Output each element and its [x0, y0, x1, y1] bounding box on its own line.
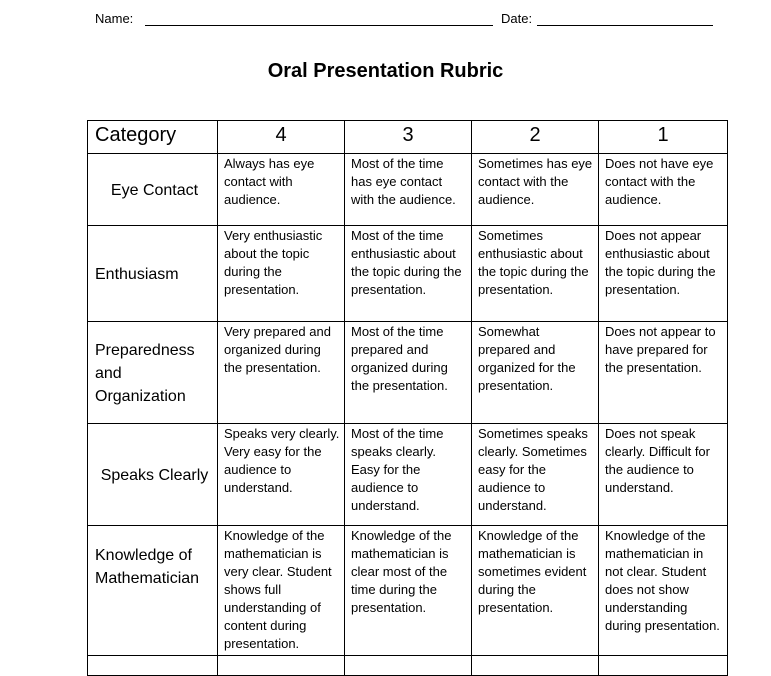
rubric-cell: Knowledge of the mathematician is clear most of the time during the presentation. — [345, 526, 472, 656]
table-row — [88, 322, 728, 424]
category-cell: Speaks Clearly — [88, 424, 218, 526]
table-row — [88, 154, 728, 226]
rubric-cell — [345, 656, 472, 676]
name-label: Name: — [95, 11, 134, 26]
table-row — [88, 424, 728, 526]
category-cell: Eye Contact — [88, 154, 218, 226]
rubric-cell: Does not appear enthusiastic about the topic during the presentation. — [599, 226, 728, 322]
category-header: Category — [88, 121, 218, 154]
rubric-cell: Very enthusiastic about the topic during the presentation. — [218, 226, 345, 322]
score-header: 4 — [218, 121, 345, 154]
rubric-cell: Always has eye contact with audience. — [218, 154, 345, 226]
table-header-row — [88, 121, 728, 154]
rubric-cell: Knowledge of the mathematician is sometimes evident during the presentation. — [472, 526, 599, 656]
score-header: 2 — [472, 121, 599, 154]
rubric-cell: Most of the time has eye contact with the audience. — [345, 154, 472, 226]
rubric-cell: Very prepared and organized during the presentation. — [218, 322, 345, 424]
rubric-cell — [599, 656, 728, 676]
rubric-cell: Most of the time speaks clearly. Easy for the audience to understand. — [345, 424, 472, 526]
rubric-cell: Does not appear to have prepared for the presentation. — [599, 322, 728, 424]
table-row-cut-off — [88, 656, 728, 676]
category-cell: Enthusiasm — [88, 226, 218, 322]
rubric-cell: Speaks very clearly. Very easy for the audience to understand. — [218, 424, 345, 526]
score-header: 1 — [599, 121, 728, 154]
table-row — [88, 526, 728, 656]
rubric-cell: Sometimes enthusiastic about the topic during the presentation. — [472, 226, 599, 322]
date-line[interactable] — [537, 25, 713, 26]
rubric-cell: Sometimes speaks clearly. Sometimes easy for the audience to understand. — [472, 424, 599, 526]
date-label: Date: — [501, 11, 533, 26]
rubric-cell: Does not have eye contact with the audience. — [599, 154, 728, 226]
name-line[interactable] — [145, 25, 493, 26]
rubric-table — [87, 120, 728, 676]
score-header: 3 — [345, 121, 472, 154]
rubric-cell — [472, 656, 599, 676]
page-title: Oral Presentation Rubric — [267, 60, 504, 82]
rubric-cell: Most of the time enthusiastic about the topic during the presentation. — [345, 226, 472, 322]
category-cell: Preparedness and Organization — [88, 322, 218, 424]
rubric-cell: Sometimes has eye contact with the audience. — [472, 154, 599, 226]
rubric-cell: Does not speak clearly. Difficult for the audience to understand. — [599, 424, 728, 526]
rubric-cell: Knowledge of the mathematician in not clear. Student does not show understanding during presentation. — [599, 526, 728, 656]
rubric-cell: Knowledge of the mathematician is very clear. Student shows full understanding of content during presentation. — [218, 526, 345, 656]
rubric-cell: Somewhat prepared and organized for the presentation. — [472, 322, 599, 424]
rubric-cell: Most of the time prepared and organized during the presentation. — [345, 322, 472, 424]
category-cell: Knowledge of Mathematician — [88, 526, 218, 656]
rubric-cell — [88, 656, 218, 676]
rubric-cell — [218, 656, 345, 676]
table-row — [88, 226, 728, 322]
